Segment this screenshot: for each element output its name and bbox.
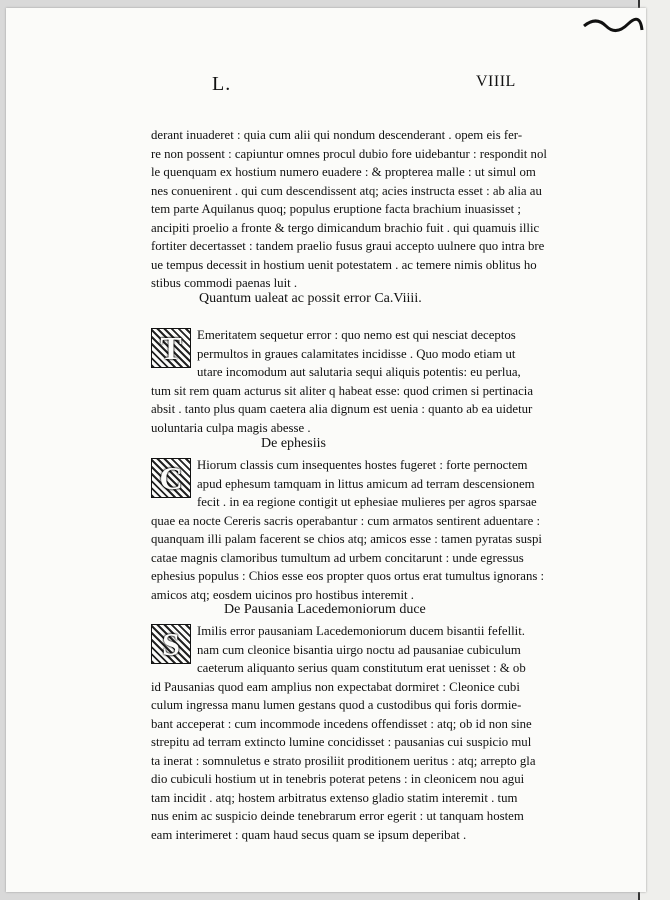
section-title-ephesiis: De ephesiis (261, 436, 326, 451)
text-line: catae magnis clamoribus tumultum ad urbem concitarunt : unde egressus (151, 550, 524, 565)
text-line: nes conuenirent . qui cum descendissent atq; acies instructa esset : ab alia au (151, 183, 542, 198)
text-line: uoluntaria culpa magis abesse . (151, 420, 311, 435)
text-line: Emeritatem sequetur error : quo nemo est qui nesciat deceptos (197, 328, 516, 342)
text-line: tum sit rem quam acturus sit aliter q habeat esse: quod crimen si pertinacia (151, 383, 534, 398)
text-line: nam cum cleonice bisantia uirgo noctu ad pausaniae cubiculum (197, 642, 521, 657)
folio-number: VIIIL (476, 73, 516, 90)
text-line: nus enim ac suspicio deinde tenebrarum error egerit : ut tanquam hostem (151, 809, 524, 823)
text-line: culum ingressa manu lumen gestans quod a custodibus qui foris dormie- (151, 698, 522, 712)
text-line: utare incomodum aut salutaria sequi aliquis potentis: eu perlua, (197, 365, 521, 379)
text-line: apud ephesum tamquam in littus amicum ad terram descensionem (197, 476, 535, 491)
running-header (6, 73, 646, 97)
chapter-paragraph (151, 326, 551, 437)
text-line: strepitu ad terram extincto lumine concidisset : pausanias cui suspicio mul (151, 735, 532, 749)
section-title-pausania: De Pausania Lacedemoniorum duce (224, 602, 426, 617)
text-line: Imilis error pausaniam Lacedemoniorum ducem bisantii fefellit. (197, 624, 525, 638)
ephesiis-paragraph (151, 456, 551, 604)
text-line: le quenquam ex hostium numero euadere : & propterea malle : ut simul om (151, 165, 536, 179)
text-line: stibus commodi paenas luit . (151, 276, 298, 290)
decorated-initial: C (151, 458, 191, 498)
decorated-initial: S (151, 624, 191, 664)
text-line: bant acceperat : cum incommode incedens offendisset : atq; ob id non sine (151, 716, 532, 731)
decorated-initial: T (151, 328, 191, 368)
text-line: ue tempus decessit in hostium uenit potestatem . ac temere nimis oblitus ho (151, 257, 537, 272)
text-line: re non possent : capiuntur omnes procul dubio fore uidebantur : respondit nol (151, 146, 547, 161)
text-line: dio cubiculi hostium ut in tenebris poterat petens : in cleonicem nou agui (151, 772, 525, 786)
pausania-paragraph (151, 622, 551, 844)
text-line: fortiter decertasset : tandem praelio fusus graui accepto uulnere quo intra bre (151, 239, 545, 253)
header-left: L. (212, 73, 232, 95)
text-line: permultos in graues calamitates incidisse . Quo modo etiam ut (197, 346, 516, 361)
text-line: quanquam illi palam facerent se chios atq; amicos esse : tamen pyratas suspi (151, 532, 542, 546)
text-line: amicos atq; eosdem uicinos pro hostibus interemit . (151, 587, 415, 602)
text-line: quae ea nocte Cereris sacris operabantur : cum armatos sentirent aduentare : (151, 513, 541, 528)
text-line: id Pausanias quod eam amplius non expectabat dormiret : Cleonice cubi (151, 679, 520, 694)
text-line: ancipiti proelio a fronte & tergo dimicandum brachio fuit . qui quamuis illic (151, 220, 540, 235)
text-line: absit . tanto plus quam caetera alia dignum est uenia : quanto ab ea uidetur (151, 402, 533, 416)
book-page (6, 8, 646, 892)
text-line: Hiorum classis cum insequentes hostes fugeret : forte pernoctem (197, 458, 528, 472)
text-line: caeterum aliquanto serius quam constitutum erat uenisset : & ob (197, 661, 526, 675)
text-line: eam interimeret : quam haud secus quam se ipsum deperibat . (151, 827, 467, 842)
text-line: fecit . in ea regione contigit ut ephesiae mulieres per agros sparsae (197, 495, 537, 509)
text-line: ta inerat : somnuletus e strato prosiliit proditionem ueritus : atq; arrepto gla (151, 753, 536, 768)
text-line: tam incidit . atq; hostem arbitratus extenso gladio statim interemit . tum (151, 790, 518, 805)
chapter-title: Quantum ualeat ac possit error Ca.Viiii. (199, 291, 422, 306)
intro-paragraph (151, 126, 551, 293)
text-line: derant inuaderet : quia cum alii qui nondum descenderant . opem eis fer- (151, 128, 523, 142)
page-curl-mark (576, 8, 646, 48)
text-line: ephesius populus : Chios esse eos propter quos ortus erat tumultus ignorans : (151, 569, 545, 583)
text-line: tem parte Aquilanus quoq; populus eruptione facta brachium inuasisset ; (151, 202, 521, 216)
